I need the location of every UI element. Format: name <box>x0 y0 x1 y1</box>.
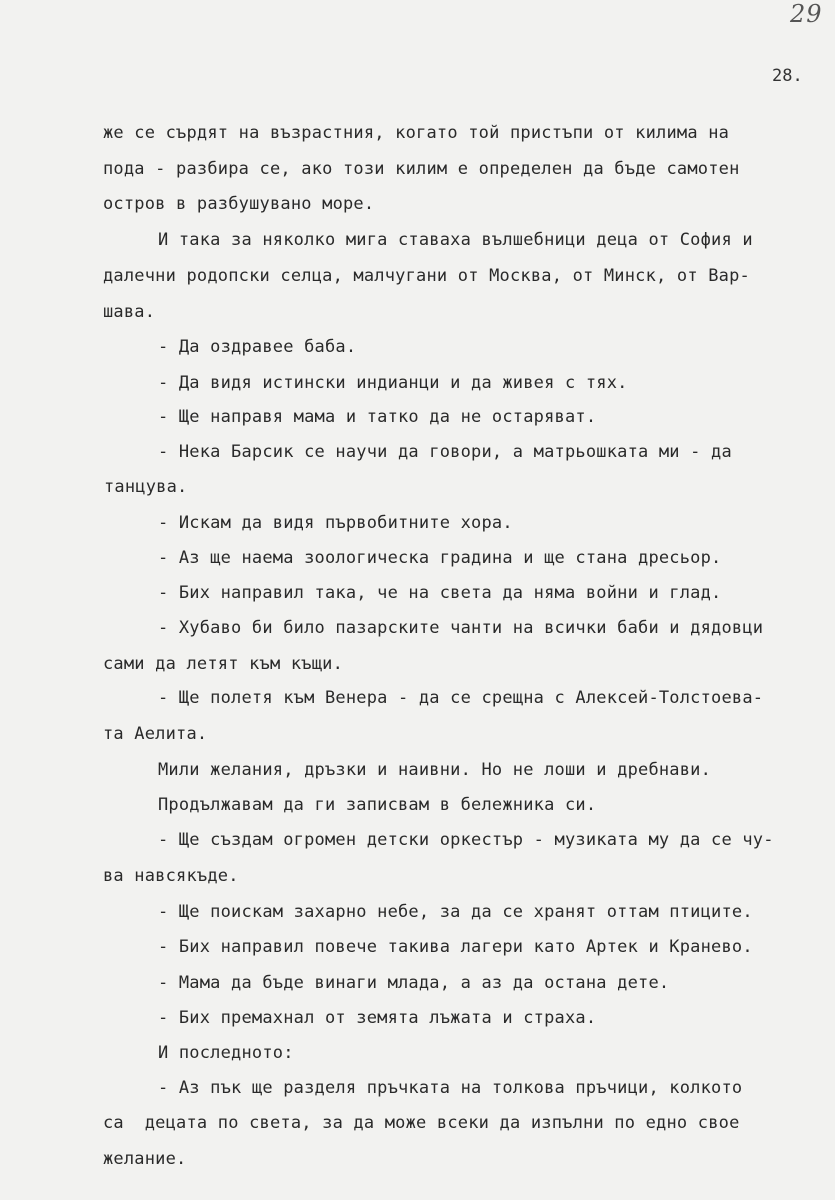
wish-line: - Бих премахнал от земята лъжата и страха. <box>158 1008 597 1028</box>
wish-line: - Ще поискам захарно небе, за да се хранят оттам птиците. <box>158 902 753 922</box>
wish-line: - Аз пък ще разделя пръчката на толкова пръчици, колкото <box>158 1078 743 1098</box>
text-line: далечни родопски селца, малчугани от Москва, от Минск, от Вар- <box>103 266 750 286</box>
text-line: са децата по света, за да може всеки да изпълни по едно свое <box>103 1113 740 1133</box>
page-number: 28. <box>772 66 803 86</box>
wish-line: - Ще полетя към Венера - да се срещна с Алексей-Толстоева- <box>158 688 764 708</box>
handwritten-page-number: 29 <box>790 0 823 28</box>
wish-line: - Ще направя мама и татко да не остаряват. <box>158 407 597 427</box>
text-line: пода - разбира се, ако този килим е определен да бъде самотен <box>103 159 740 179</box>
wish-line: - Искам да видя първобитните хора. <box>158 513 513 533</box>
wish-line: - Хубаво би било пазарските чанти на всички баби и дядовци <box>158 618 764 638</box>
wish-line: - Да оздравее баба. <box>158 337 357 357</box>
text-line: танцува. <box>104 477 188 497</box>
text-line: желание. <box>103 1149 187 1169</box>
text-line: ва навсякъде. <box>103 866 239 886</box>
text-line: та Аелита. <box>103 724 208 744</box>
text-line: шава. <box>103 302 156 322</box>
wish-line: - Да видя истински индианци и да живея с тях. <box>158 373 628 393</box>
wish-line: - Ще създам огромен детски оркестър - музиката му да се чу- <box>158 830 774 850</box>
paragraph-start: И последното: <box>158 1043 294 1063</box>
wish-line: - Бих направил така, че на света да няма войни и глад. <box>158 583 722 603</box>
wish-line: - Аз ще наема зоологическа градина и ще стана дресьор. <box>158 548 722 568</box>
text-line: остров в разбушувано море. <box>103 194 375 214</box>
paragraph-start: Продължавам да ги записвам в бележника си. <box>158 795 597 815</box>
text-line: же се сърдят на възрастния, когато той пристъпи от килима на <box>103 123 730 143</box>
text-line: сами да летят към къщи. <box>103 654 344 674</box>
paragraph-start: И така за няколко мига ставаха вълшебници деца от София и <box>158 230 753 250</box>
wish-line: - Нека Барсик се научи да говори, а матрьошката ми - да <box>158 442 732 462</box>
wish-line: - Мама да бъде винаги млада, а аз да остана дете. <box>158 973 670 993</box>
wish-line: - Бих направил повече такива лагери като Артек и Кранево. <box>158 937 753 957</box>
paragraph-start: Мили желания, дръзки и наивни. Но не лоши и дребнави. <box>158 760 712 780</box>
